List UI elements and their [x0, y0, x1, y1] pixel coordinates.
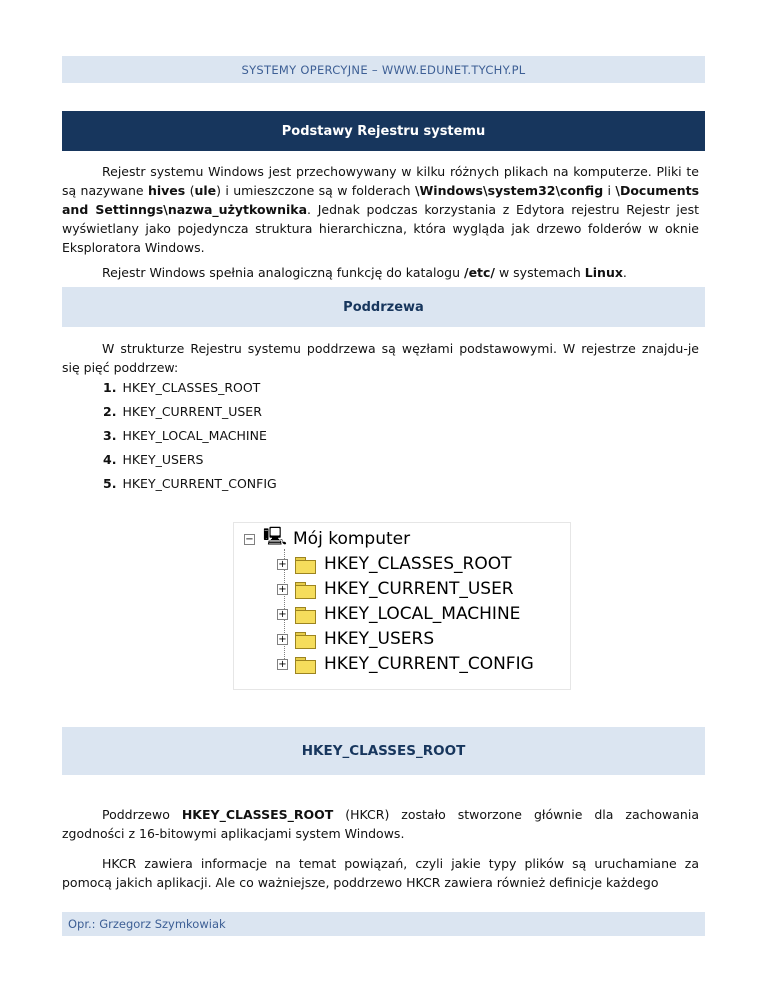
running-header-text: SYSTEMY OPERCYJNE – WWW.EDUNET.TYCHY.PL — [241, 62, 526, 77]
page-title — [62, 111, 705, 151]
list-item — [103, 448, 277, 472]
text-run: . Jednak podczas korzystania z Edytora rejestru Rejestr jest wyświetlany jako pojedyncza struktura hierarchiczna, która wygląda jak drzewo folderów w oknie Eksploratora Windows. — [62, 202, 700, 255]
text-run: (HKCR) zostało stworzone głównie dla zachowania zgodności z 16-bitowymi aplikacjami system Windows. — [62, 807, 699, 841]
term-hkcr: HKEY_CLASSES_ROOT — [181, 807, 334, 822]
tree-node-label: HKEY_USERS — [324, 629, 435, 649]
list-item — [103, 400, 277, 424]
text-run: Poddrzewo — [102, 807, 182, 822]
list-label: HKEY_CLASSES_ROOT — [122, 380, 261, 395]
section1-text — [62, 339, 699, 377]
text-run: Rejestr Windows spełnia analogiczną funkcję do katalogu — [102, 265, 464, 280]
list-number: 5. — [103, 476, 117, 491]
intro-paragraph-1 — [62, 162, 699, 257]
tree-node-label: HKEY_CURRENT_USER — [324, 579, 514, 599]
path-config: \Windows\system32\config — [414, 183, 604, 198]
list-label: HKEY_USERS — [122, 452, 204, 467]
list-number: 4. — [103, 452, 117, 467]
term-ule: ule — [194, 183, 217, 198]
text-run: w systemach — [495, 265, 585, 280]
registry-tree-screenshot — [233, 522, 571, 690]
folder-icon — [294, 581, 316, 598]
section1-paragraph: W strukturze Rejestru systemu poddrzewa są węzłami podstawowymi. W rejestrze znajdu-je się pięć poddrzew: — [62, 341, 699, 375]
list-number: 1. — [103, 380, 117, 395]
tree-node-hkey-users[interactable] — [277, 627, 434, 651]
list-label: HKEY_CURRENT_USER — [122, 404, 262, 419]
footer-text: Opr.: Grzegorz Szymkowiak — [68, 917, 226, 931]
expand-icon[interactable]: + — [278, 558, 287, 570]
computer-icon: 🖳 — [263, 526, 288, 547]
collapse-icon[interactable]: − — [245, 533, 254, 545]
term-etc: /etc/ — [464, 265, 495, 280]
list-item — [103, 472, 277, 496]
tree-root-label: Mój komputer — [293, 529, 411, 549]
path-documents: \Documents and Settinngs\nazwa_użytkownika — [62, 183, 700, 217]
page-title-text: Podstawy Rejestru systemu — [281, 123, 486, 139]
expand-icon[interactable]: + — [278, 633, 287, 645]
text-run: Rejestr systemu Windows jest przechowywany w kilku różnych plikach na komputerze. Pliki te są nazywane — [62, 164, 699, 198]
folder-icon — [294, 631, 316, 648]
section-heading-text: Poddrzewa — [343, 299, 424, 315]
text-run: . — [622, 265, 627, 280]
section2-text — [62, 805, 699, 892]
expand-icon[interactable]: + — [278, 583, 287, 595]
intro-paragraph-2 — [62, 263, 699, 282]
text-run: ( — [185, 183, 195, 198]
list-number: 2. — [103, 404, 117, 419]
section2-paragraph-2: HKCR zawiera informacje na temat powiązań, czyli jakie typy plików są uruchamiane za pomocą jakich aplikacji. Ale co ważniejsze, poddrzewo HKCR zawiera również definicje każdego — [62, 856, 699, 890]
section-heading-text: HKEY_CLASSES_ROOT — [301, 743, 466, 759]
folder-icon — [294, 606, 316, 623]
list-item — [103, 424, 277, 448]
text-run: i — [603, 183, 616, 198]
expand-icon[interactable]: + — [278, 658, 287, 670]
section2-paragraph-1 — [62, 805, 699, 843]
tree-node-hkey-current-config[interactable] — [277, 652, 534, 676]
list-item — [103, 376, 277, 400]
expand-icon[interactable]: + — [278, 608, 287, 620]
folder-icon — [294, 656, 316, 673]
subtree-list — [103, 376, 277, 496]
folder-icon — [294, 556, 316, 573]
term-hives: hives — [147, 183, 186, 198]
tree-node-hkey-classes-root[interactable] — [277, 552, 512, 576]
list-label: HKEY_CURRENT_CONFIG — [122, 476, 277, 491]
list-number: 3. — [103, 428, 117, 443]
tree-node-hkey-current-user[interactable] — [277, 577, 514, 601]
tree-node-label: HKEY_LOCAL_MACHINE — [324, 604, 521, 624]
tree-node-label: HKEY_CURRENT_CONFIG — [324, 654, 534, 674]
tree-node-hkey-local-machine[interactable] — [277, 602, 520, 626]
page-footer — [62, 912, 705, 936]
tree-node-label: HKEY_CLASSES_ROOT — [324, 554, 512, 574]
list-label: HKEY_LOCAL_MACHINE — [122, 428, 267, 443]
text-run: ) i umieszczone są w folderach — [216, 183, 415, 198]
intro-text — [62, 162, 699, 282]
term-linux: Linux — [584, 265, 623, 280]
section-heading-hkey-classes-root — [62, 727, 705, 775]
tree-root-row[interactable] — [244, 527, 410, 551]
section-heading-poddrzewa — [62, 287, 705, 327]
running-header — [62, 56, 705, 83]
